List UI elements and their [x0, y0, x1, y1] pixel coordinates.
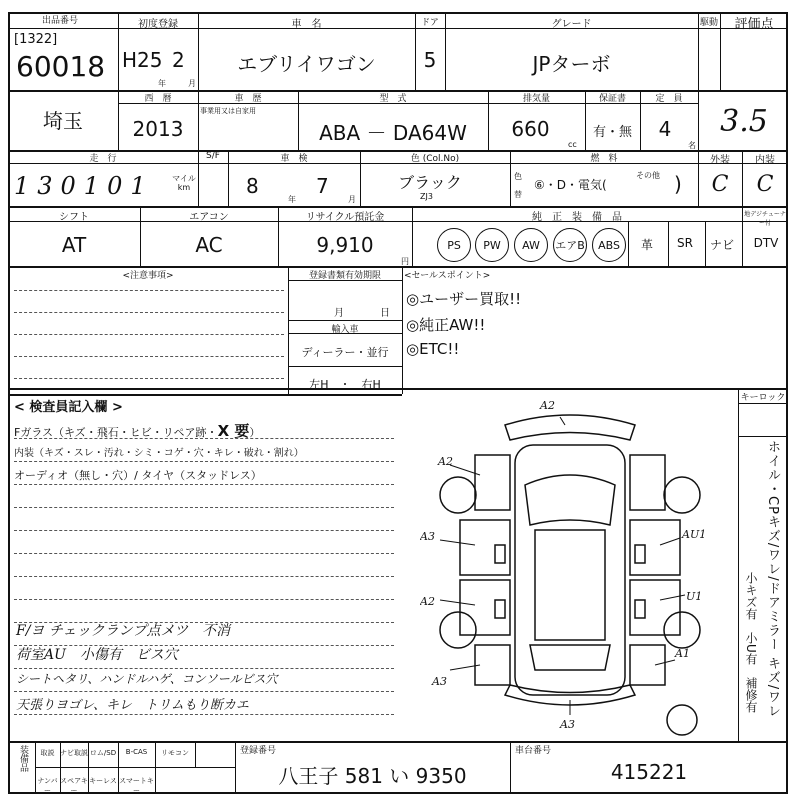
mark-left-rear: A3 [432, 675, 447, 688]
warranty-label: 保証書 [598, 94, 626, 104]
color: ブラック [398, 173, 462, 192]
mark-front: A2 [540, 399, 555, 412]
ext-grade: C [711, 172, 729, 197]
recycle-label: リサイクル預託金 [305, 212, 385, 223]
equip-abs: ABS [592, 228, 626, 262]
fglass-mark: X 要 [217, 422, 250, 440]
handwritten-note-2: 荷室AU 小傷有 ビス穴 [16, 647, 178, 663]
cc-unit: cc [568, 140, 577, 149]
car-diagram [420, 395, 720, 740]
mark-right-door: AU1 [682, 528, 707, 541]
fuel-label: 燃 料 [590, 154, 618, 164]
footer-item-rom: ロム/SD [89, 749, 117, 757]
mark-rear: A3 [560, 718, 575, 731]
car-name: エブリイワゴン [237, 52, 376, 76]
reg-tsuki: 月 [188, 79, 196, 88]
fglass-close: ） [249, 426, 261, 439]
chassis-number: 415221 [610, 760, 688, 784]
mark-left-door: A3 [420, 530, 435, 543]
cap-unit: 名 [688, 141, 696, 150]
warranty: 有・無 [592, 125, 632, 140]
dealer-parallel: ディーラー・並行 [301, 346, 389, 359]
history-label: 車 歴 [234, 94, 262, 104]
name-label: 車 名 [291, 19, 322, 30]
shift-label: シフト [59, 212, 89, 223]
plate-label: 登録番号 [240, 746, 277, 756]
plate-number: 八王子 581 い 9350 [278, 764, 467, 788]
reg-era: H25 [122, 48, 163, 72]
insp-nen: 年 [288, 195, 296, 204]
side-subtext: 小キズ有 小U有 補修有 [744, 572, 758, 713]
capacity: 4 [658, 117, 672, 141]
ac-label: エアコン [189, 212, 229, 223]
equip-leather: 革 [640, 238, 653, 252]
shift: AT [61, 233, 87, 257]
handle-side: 左H ・ 右H [309, 378, 381, 391]
mileage-label: 走 行 [89, 154, 117, 164]
model-label: 型 式 [379, 94, 407, 104]
mark-left-rear-door: A2 [420, 595, 435, 608]
mileage: 130101 [14, 172, 154, 200]
footer-item-keyless: キーレス [89, 777, 117, 785]
lot-label: 出品番号 [41, 16, 78, 26]
int-label: 内装 [755, 155, 775, 166]
mile-km: マイル km [172, 174, 196, 192]
import-label: 輸入車 [331, 325, 359, 335]
doors: 5 [423, 48, 437, 72]
handwritten-note-1: F/ヨ チェックランプ点メツ 不消 [16, 623, 231, 639]
inspection-label: 車 検 [280, 154, 308, 164]
sales-point-1: ◎ユーザー買取!! [406, 290, 522, 308]
reg-month: 2 [172, 48, 185, 72]
footer-item-manual: 取説 [40, 749, 55, 757]
year: 2013 [132, 117, 184, 141]
reg-nen: 年 [158, 79, 166, 88]
ext-label: 外装 [710, 155, 730, 166]
regdoc-month: 月 [334, 308, 344, 319]
audio-line: オーディオ（無し・穴）/ タイヤ（スタッドレス） [14, 469, 262, 482]
color-change: 色替 [514, 172, 522, 199]
footer-item-navi-manual: ナビ取説 [60, 749, 88, 757]
fglass-text: Fガラス（キズ・飛石・ヒビ・リペア跡・ [14, 426, 218, 439]
fuel-other: その他 [636, 171, 660, 180]
model: ABA － DA64W [319, 121, 467, 145]
reg-label: 初度登録 [138, 19, 178, 30]
footer-item-smart-key: スマートキー [119, 777, 154, 795]
sales-point-3: ◎ETC!! [406, 340, 460, 358]
region: 埼玉 [43, 109, 83, 133]
equip-ps: PS [437, 228, 471, 262]
displacement: 660 [511, 117, 550, 141]
footer-item-remote: リモコン [161, 749, 189, 757]
color-label: 色 (Col.No) [410, 154, 460, 164]
side-text: ホイル・CPキズ/ワレ/ドアミラー キズ/ワレ [765, 440, 780, 719]
caution-label: <注意事項> [122, 271, 174, 281]
equip-navi: ナビ [709, 238, 734, 252]
interior-line: 内装（キズ・スレ・汚れ・シミ・コゲ・穴・キレ・破れ・割れ） [14, 448, 304, 459]
handwritten-note-3: シートヘタリ、ハンドルハゲ、コンソールビス穴 [16, 672, 278, 686]
mark-left-front: A2 [438, 455, 453, 468]
equip-airbag: エアB [553, 228, 587, 262]
score-label: 評価点 [734, 17, 774, 32]
insp-month: 7 [316, 174, 329, 198]
fuel: ⑥・D・電気( [534, 178, 607, 192]
mark-right-rear-door: U1 [686, 590, 703, 603]
score: 3.5 [720, 104, 768, 139]
regdoc-day: 日 [380, 308, 390, 319]
grade: JPターボ [532, 52, 611, 76]
footer-equip-label: 装備品 [18, 745, 28, 772]
insp-tsuki: 月 [348, 195, 356, 204]
ac: AC [195, 233, 223, 257]
door-label: ドア [421, 18, 439, 28]
lot-number: 60018 [16, 50, 106, 83]
mark-right-rear: A1 [675, 647, 690, 660]
equip-pw: PW [475, 228, 509, 262]
recycle-yen: 円 [401, 257, 409, 266]
keylock-label: キーロック [740, 393, 786, 403]
equip-aw: AW [514, 228, 548, 262]
grade-label: グレード [551, 19, 592, 30]
lot-sub: [1322] [14, 32, 58, 47]
footer-item-plate: ナンバー [37, 777, 58, 795]
color-code: ZJ3 [420, 192, 433, 201]
equip-label: 純 正 装 備 品 [532, 212, 622, 223]
equip-sr: SR [677, 236, 693, 250]
footer-item-spare-key: スペアキー [60, 777, 88, 795]
sales-point-2: ◎純正AW!! [406, 316, 486, 334]
history-note: 事業用又は自家用 [200, 107, 256, 115]
chassis-label: 車台番号 [515, 746, 552, 756]
footer-item-bcas: B-CAS [125, 748, 148, 756]
sf-label: S/F [206, 151, 220, 161]
regdoc-label: 登録書類有効期限 [308, 271, 381, 281]
sales-label: <セールスポイント> [404, 271, 491, 281]
year-label: 西 暦 [144, 94, 172, 104]
handwritten-note-4: 天張りヨゴレ、キレ トリムもり断カエ [16, 698, 249, 713]
disp-label: 排気量 [522, 94, 550, 104]
drive-label: 駆動 [699, 18, 718, 28]
fuel-close: ) [674, 172, 682, 196]
int-grade: C [756, 172, 774, 197]
insp-year: 8 [246, 174, 259, 198]
cap-label: 定 員 [655, 94, 683, 104]
inspector-title: < 検査員記入欄 > [14, 400, 123, 415]
recycle: 9,910 [316, 233, 374, 257]
equip-dtv: DTV [753, 236, 779, 250]
dtv-label: 地デジチューナー付 [744, 211, 786, 227]
